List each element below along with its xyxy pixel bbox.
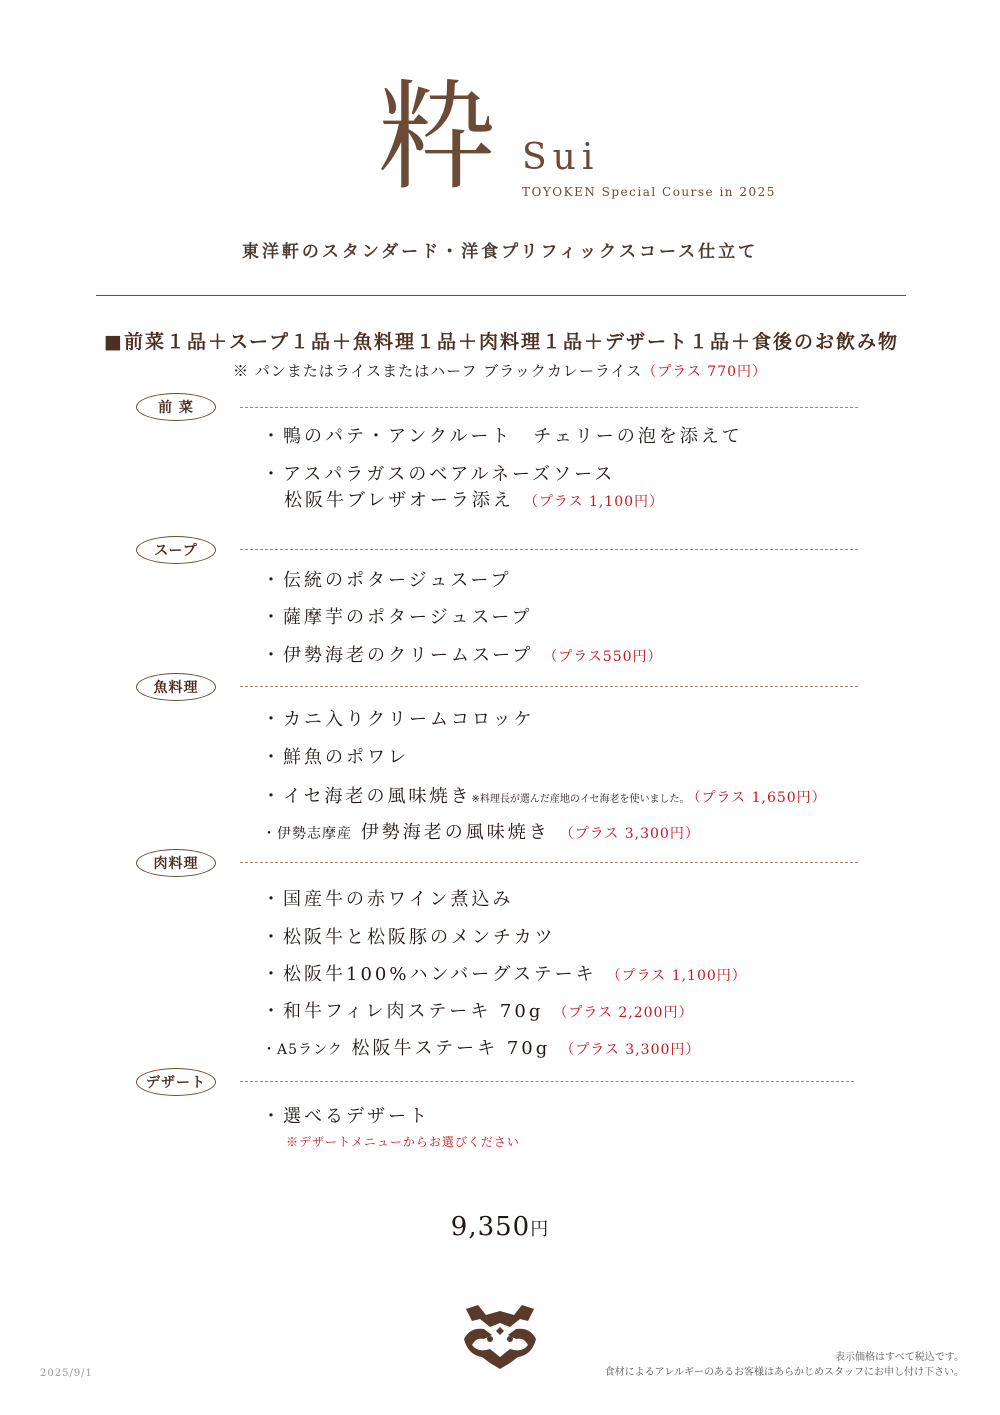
menu-item-text: 松阪牛ブレザオーラ添え: [284, 490, 514, 511]
menu-item: ・選べるデザート: [262, 1106, 430, 1127]
course-title: ■前菜１品＋スープ１品＋魚料理１品＋肉料理１品＋デザート１品＋食後のお飲み物: [104, 331, 900, 353]
menu-item: [262, 784, 827, 809]
menu-item: ・鮮魚のポワレ: [262, 747, 409, 768]
menu-item: ・松阪牛と松阪豚のメンチカツ: [262, 927, 556, 948]
menu-item: ・カニ入りクリームコロッケ: [262, 709, 535, 730]
menu-item-text: 伊勢海老の風味焼き: [360, 822, 550, 843]
menu-item-text: ・イセ海老の風味焼き: [262, 786, 472, 807]
menu-item-price: （プラス 1,100円）: [523, 494, 665, 510]
toyoken-logo-icon: [462, 1305, 538, 1369]
menu-item: ・伝統のポタージュスープ: [262, 570, 512, 591]
menu-item-price: （プラス 1,100円）: [606, 968, 747, 984]
section-label-appetizer: 前 菜: [136, 393, 216, 421]
menu-item-price: （プラス 3,300円）: [560, 1042, 701, 1058]
course-note-price: （プラス 770円）: [642, 364, 768, 380]
brand-subtitle: TOYOKEN Special Course in 2025: [522, 185, 776, 199]
menu-item: ・アスパラガスのベアルネーズソース: [262, 464, 616, 485]
menu-item-prefix: ・A5ランク: [262, 1042, 343, 1058]
section-divider-soup: [240, 549, 858, 550]
section-divider-meat: [240, 862, 858, 863]
menu-item: ・鴨のパテ・アンクルート チェリーの泡を添えて: [262, 426, 743, 447]
menu-item-text: ・松阪牛100%ハンバーグステーキ: [262, 964, 597, 985]
course-price-amount: 9,350: [450, 1212, 531, 1242]
section-label-fish: 魚料理: [136, 673, 216, 701]
menu-item: [262, 999, 693, 1024]
section-divider-dessert: [240, 1081, 854, 1082]
menu-item-price: （プラス 3,300円）: [559, 826, 700, 842]
menu-item: [262, 1036, 700, 1061]
section-label-dessert: デザート: [136, 1068, 216, 1096]
menu-item-price: （プラス 1,650円）: [693, 790, 827, 806]
print-date: 2025/9/1: [40, 1368, 93, 1379]
menu-item-text: ・伊勢海老のクリームスープ: [262, 645, 534, 666]
menu-item-prefix: ・伊勢志摩産: [262, 826, 352, 842]
brand-latin: Sui: [522, 137, 600, 178]
menu-item: [262, 643, 663, 668]
header-divider: [96, 295, 906, 296]
menu-item: ・国産牛の赤ワイン煮込み: [262, 889, 514, 910]
menu-item-price: （プラス 2,200円）: [553, 1005, 694, 1021]
course-note: [0, 360, 1000, 381]
section-divider-fish: [240, 686, 858, 687]
course-note-text: ※ パンまたはライスまたはハーフ ブラックカレーライス: [232, 362, 643, 380]
menu-item-price: （プラス550円）: [543, 649, 663, 665]
tagline: 東洋軒のスタンダード・洋食プリフィックスコース仕立て: [241, 242, 759, 262]
menu-item-text: 松阪牛ステーキ 70g: [351, 1038, 551, 1059]
menu-item: [262, 962, 747, 987]
menu-item: [262, 820, 700, 845]
footer-allergy-note: 食材によるアレルギーのあるお客様はあらかじめスタッフにお申し付け下さい。: [604, 1366, 964, 1378]
menu-item: ・薩摩芋のポタージュスープ: [262, 607, 533, 628]
menu-item: [284, 488, 664, 513]
menu-item-text: ・和牛フィレ肉ステーキ 70g: [262, 1001, 544, 1022]
course-price: [0, 1212, 1000, 1242]
brand-kanji: 粋: [378, 68, 497, 206]
dessert-note: ※デザートメニューからお選びください: [286, 1135, 520, 1149]
footer-tax-note: 表示価格はすべて税込です。: [835, 1352, 964, 1363]
course-price-unit: 円: [530, 1219, 550, 1240]
footer-notice: [605, 1351, 964, 1380]
section-label-soup: スープ: [136, 536, 216, 564]
menu-item-note: ※料理長が選んだ産地のイセ海老を使いました。: [471, 794, 690, 805]
section-label-meat: 肉料理: [136, 849, 216, 877]
section-divider-appetizer: [240, 407, 858, 408]
